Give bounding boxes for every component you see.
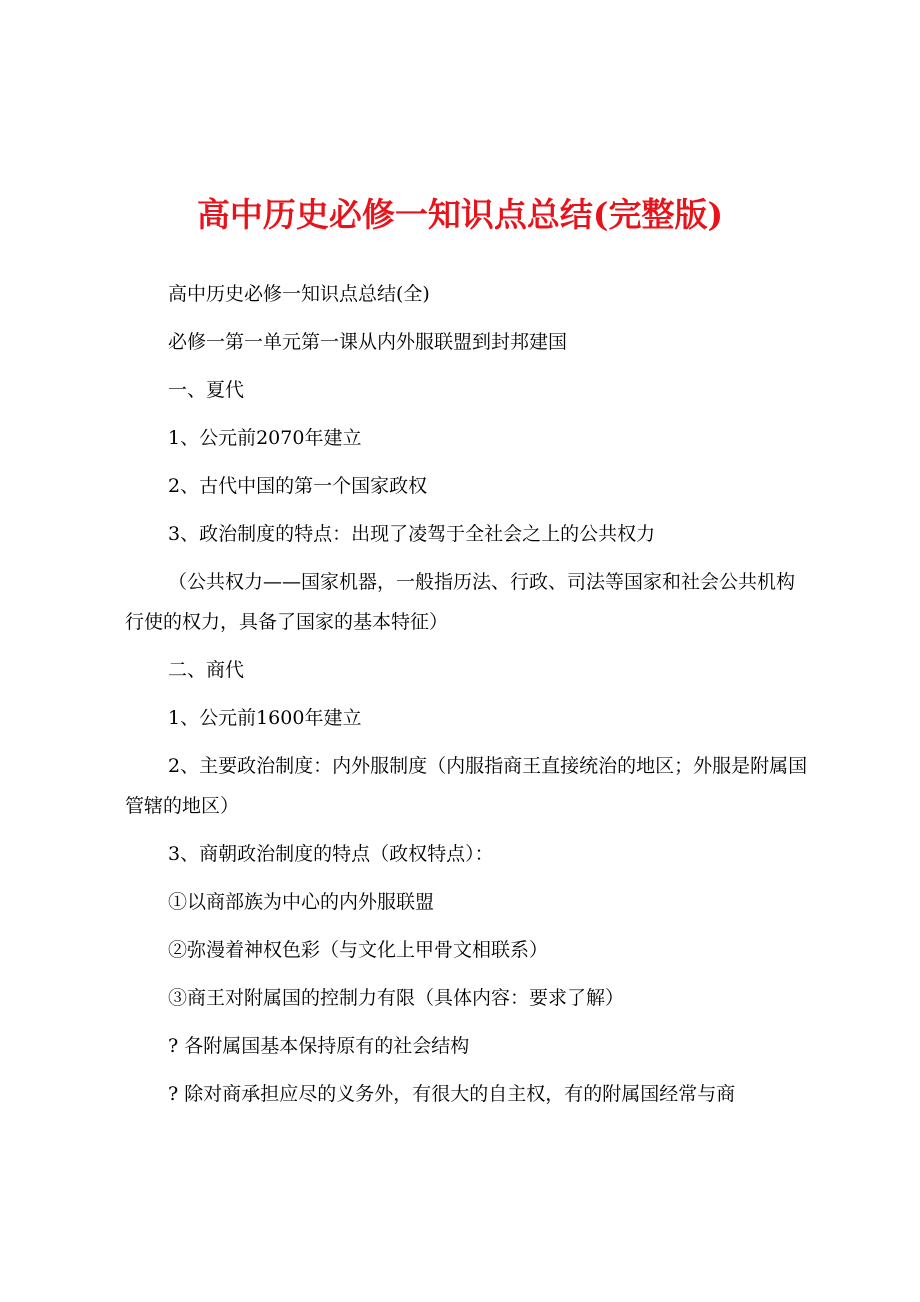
- paragraph: 1、公元前2070年建立: [168, 427, 362, 449]
- document-title: 高中历史必修一知识点总结(完整版): [196, 195, 724, 234]
- paragraph: 3、商朝政治制度的特点（政权特点）：: [168, 843, 494, 865]
- paragraph: （公共权力——国家机器，一般指历法、行政、司法等国家和社会公共机构行使的权力，具备了国家的基本特征）: [125, 571, 796, 633]
- paragraph: 必修一第一单元第一课从内外服联盟到封邦建国: [168, 331, 568, 353]
- document-body: [125, 282, 809, 1130]
- section-heading: 二、商代: [168, 659, 245, 681]
- paragraph: 高中历史必修一知识点总结(全): [168, 283, 430, 305]
- list-item: ③商王对附属国的控制力有限（具体内容：要求了解）: [168, 987, 625, 1009]
- list-item: ①以商部族为中心的内外服联盟: [168, 891, 435, 913]
- paragraph: 2、主要政治制度：内外服制度（内服指商王直接统治的地区；外服是附属国管辖的地区）: [125, 755, 808, 817]
- paragraph: 3、政治制度的特点：出现了凌驾于全社会之上的公共权力: [168, 523, 656, 545]
- paragraph: 2、古代中国的第一个国家政权: [168, 475, 428, 497]
- paragraph: 1、公元前1600年建立: [168, 707, 362, 729]
- list-item: ②弥漫着神权色彩（与文化上甲骨文相联系）: [168, 939, 549, 961]
- list-item: ? 除对商承担应尽的义务外，有很大的自主权，有的附属国经常与商: [168, 1083, 736, 1105]
- section-heading: 一、夏代: [168, 379, 245, 401]
- list-item: ? 各附属国基本保持原有的社会结构: [168, 1035, 470, 1057]
